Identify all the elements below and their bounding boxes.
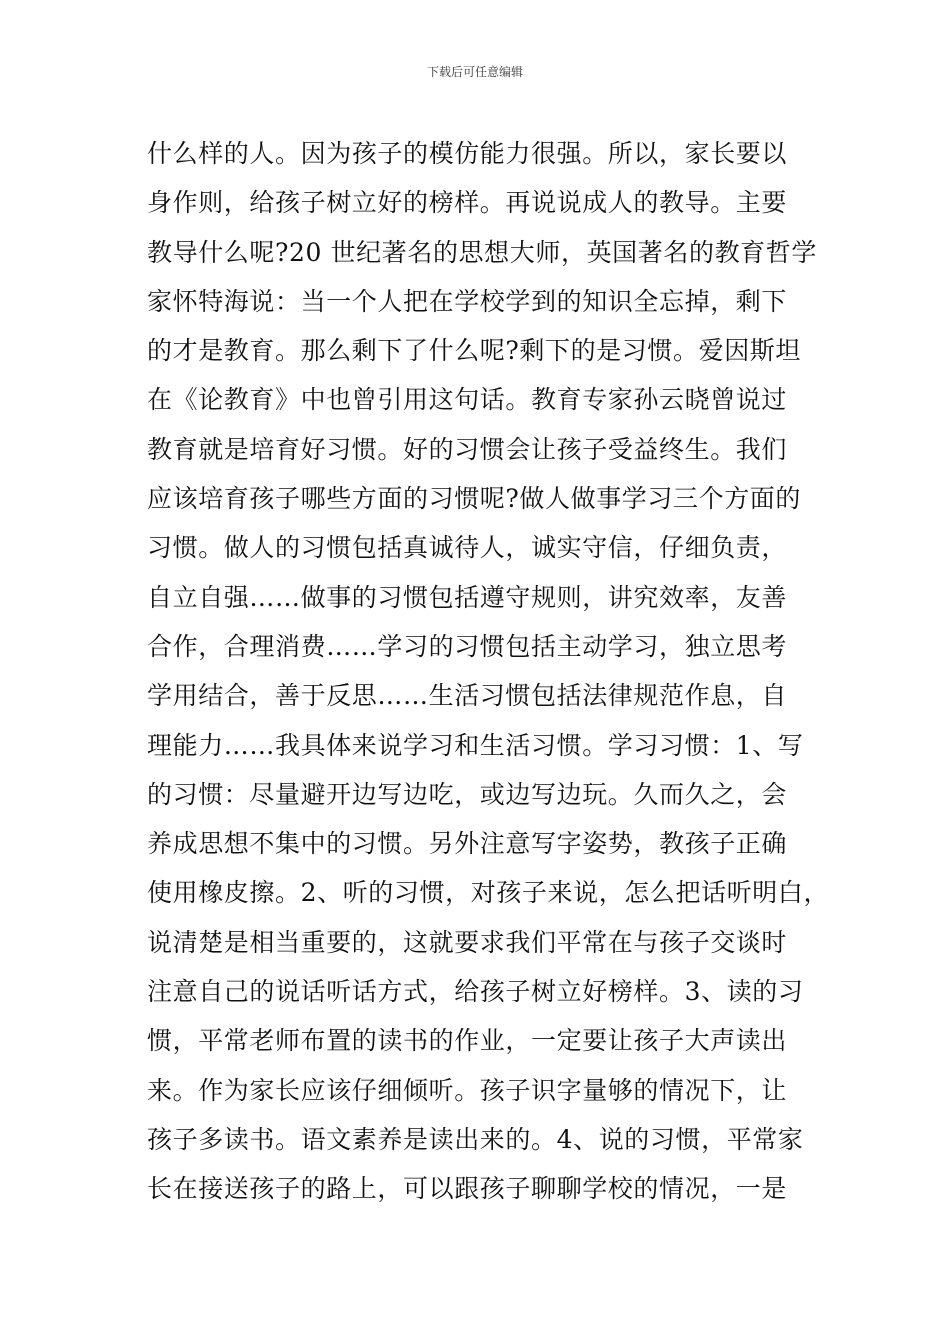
text-line: 自立自强……做事的习惯包括遵守规则，讲究效率，友善 [147,582,788,612]
text-line: 教育就是培育好习惯。好的习惯会让孩子受益终生。我们 [147,434,788,464]
text-line: 习惯。做人的习惯包括真诚待人，诚实守信，仔细负责， [147,533,788,563]
text-line: 在《论教育》中也曾引用这句话。教育专家孙云晓曾说过 [147,385,788,415]
text-line: 家怀特海说：当一个人把在学校学到的知识全忘掉，剩下 [147,286,788,316]
document-body [147,129,830,1214]
text-line: 合作，合理消费……学习的习惯包括主动学习，独立思考 [147,631,788,661]
text-line: 孩子多读书。语文素养是读出来的。4、说的习惯，平常家 [147,1124,804,1154]
text-line: 理能力……我具体来说学习和生活习惯。学习习惯：1、写 [147,730,804,760]
text-line: 注意自己的说话听话方式，给孩子树立好榜样。3、读的习 [147,977,804,1007]
text-line: 应该培育孩子哪些方面的习惯呢?做人做事学习三个方面的 [147,484,802,514]
text-line: 说清楚是相当重要的，这就要求我们平常在与孩子交谈时 [147,927,788,957]
text-line: 身作则，给孩子树立好的榜样。再说说成人的教导。主要 [147,188,788,218]
text-line: 的才是教育。那么剩下了什么呢?剩下的是习惯。爱因斯坦 [147,336,802,366]
text-line: 学用结合，善于反思……生活习惯包括法律规范作息，自 [147,681,788,711]
text-line: 来。作为家长应该仔细倾听。孩子识字量够的情况下，让 [147,1075,788,1105]
text-line: 什么样的人。因为孩子的模仿能力很强。所以，家长要以 [147,139,788,168]
page-header: 下载后可任意编辑 [426,65,523,79]
text-line: 惯，平常老师布置的读书的作业，一定要让孩子大声读出 [147,1026,788,1056]
text-line: 的习惯：尽量避开边写边吃，或边写边玩。久而久之，会 [147,779,788,809]
text-line: 教导什么呢?20 世纪著名的思想大师，英国著名的教育哲学 [147,237,817,267]
text-line: 使用橡皮擦。2、听的习惯，对孩子来说，怎么把话听明白， [147,878,830,908]
text-line: 长在接送孩子的路上，可以跟孩子聊聊学校的情况，一是 [147,1174,788,1204]
text-line: 养成思想不集中的习惯。另外注意写字姿势，教孩子正确 [147,829,788,859]
